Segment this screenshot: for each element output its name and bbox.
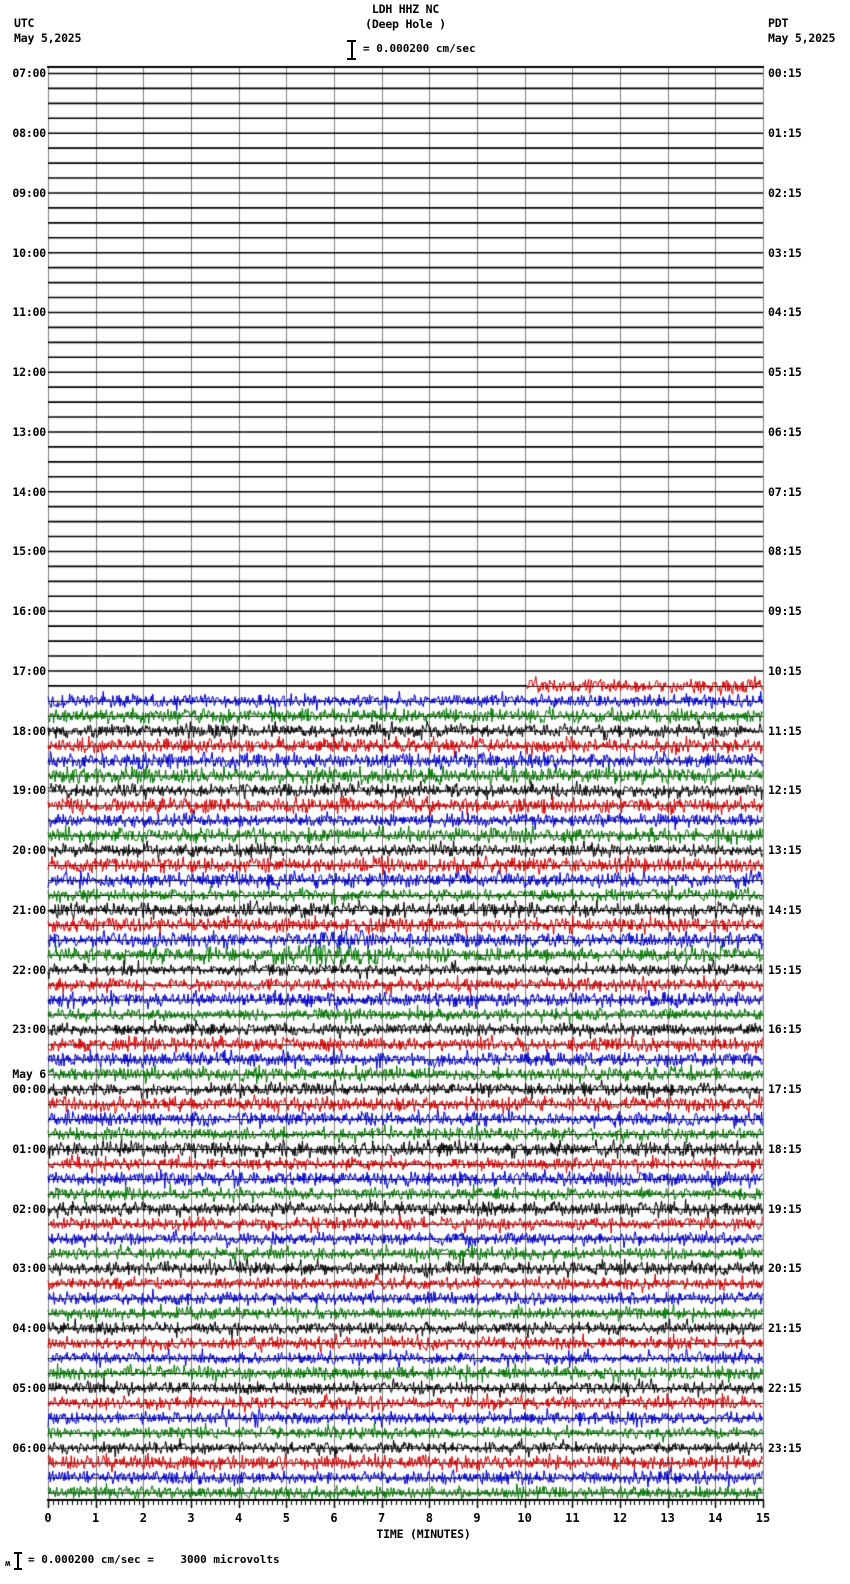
pdt-hour-label: 05:15 (768, 365, 802, 380)
utc-timezone-label: UTC (14, 16, 35, 30)
pdt-hour-label: 11:15 (768, 723, 802, 738)
pdt-hour-label: 01:15 (768, 126, 802, 141)
minute-tick-label: 4 (235, 1511, 243, 1525)
utc-hour-label: 15:00 (12, 544, 46, 559)
pdt-hour-label: 04:15 (768, 305, 802, 320)
utc-hour-label: 22:00 (12, 962, 46, 977)
utc-hour-label: 13:00 (12, 424, 46, 439)
utc-hour-label: 07:00 (12, 66, 46, 81)
minute-tick-label: 8 (425, 1511, 433, 1525)
utc-hour-label: 10:00 (12, 245, 46, 260)
minute-tick-label: 10 (517, 1511, 532, 1525)
pdt-date-label: May 5,2025 (768, 31, 836, 45)
utc-hour-label: 00:00 (12, 1082, 46, 1097)
pdt-hour-label: 13:15 (768, 843, 802, 858)
footer-scale-note: = 0.000200 cm/sec = 3000 microvolts (28, 1553, 280, 1566)
minute-tick-label: 15 (755, 1511, 771, 1525)
pdt-hour-label: 03:15 (768, 245, 802, 260)
minute-tick-label: 13 (660, 1511, 675, 1525)
footer-wave-mark: ʍ (5, 1559, 11, 1569)
date-rollover-label: May 6 (12, 1067, 46, 1082)
pdt-hour-label: 00:15 (768, 66, 802, 81)
pdt-hour-label: 17:15 (768, 1082, 802, 1097)
minute-tick-label: 5 (282, 1511, 290, 1525)
utc-hour-label: 01:00 (12, 1141, 46, 1156)
utc-hour-label: 14:00 (12, 484, 46, 499)
pdt-hour-label: 12:15 (768, 783, 802, 798)
utc-hour-label: 17:00 (12, 663, 46, 678)
minute-tick-label: 14 (708, 1511, 723, 1525)
pdt-hour-label: 08:15 (768, 544, 802, 559)
station-title: LDH HHZ NC (371, 2, 440, 16)
station-subtitle: (Deep Hole ) (365, 17, 446, 31)
utc-hour-label: 06:00 (12, 1440, 46, 1455)
scale-ibeam-icon (347, 40, 356, 60)
utc-hour-label: 03:00 (12, 1261, 46, 1276)
utc-hour-label: 16:00 (12, 604, 46, 619)
utc-hour-label: 19:00 (12, 783, 46, 798)
utc-hour-label: 20:00 (12, 843, 46, 858)
pdt-hour-label: 23:15 (768, 1440, 802, 1455)
pdt-hour-label: 15:15 (768, 962, 802, 977)
minute-tick-label: 7 (378, 1511, 386, 1525)
minute-tick-label: 12 (612, 1511, 628, 1525)
pdt-hour-label: 22:15 (768, 1380, 802, 1395)
utc-hour-label: 12:00 (12, 365, 46, 380)
pdt-timezone-label: PDT (768, 16, 789, 30)
utc-date-label: May 5,2025 (14, 31, 82, 45)
pdt-hour-label: 09:15 (768, 604, 802, 619)
minute-tick-label: 2 (139, 1511, 147, 1525)
pdt-hour-label: 16:15 (768, 1022, 802, 1037)
pdt-hour-label: 21:15 (768, 1321, 802, 1336)
utc-hour-label: 23:00 (12, 1022, 46, 1037)
x-axis-title: TIME (MINUTES) (376, 1527, 471, 1541)
pdt-hour-label: 14:15 (768, 902, 802, 917)
utc-hour-label: 08:00 (12, 126, 46, 141)
minute-tick-label: 0 (44, 1511, 52, 1525)
pdt-hour-label: 07:15 (768, 484, 802, 499)
minute-tick-label: 6 (330, 1511, 338, 1525)
pdt-hour-label: 02:15 (768, 185, 802, 200)
minute-tick-label: 1 (92, 1511, 100, 1525)
utc-hour-label: 02:00 (12, 1201, 46, 1216)
pdt-hour-label: 19:15 (768, 1201, 802, 1216)
utc-hour-label: 09:00 (12, 185, 46, 200)
utc-hour-label: 18:00 (12, 723, 46, 738)
scale-label: = 0.000200 cm/sec (363, 42, 476, 55)
pdt-hour-label: 06:15 (768, 424, 802, 439)
pdt-hour-label: 18:15 (768, 1141, 802, 1156)
pdt-hour-label: 10:15 (768, 663, 802, 678)
minute-tick-label: 9 (473, 1511, 481, 1525)
utc-hour-label: 04:00 (12, 1321, 46, 1336)
utc-hour-label: 11:00 (12, 305, 46, 320)
minute-tick-label: 11 (565, 1511, 580, 1525)
footer-ibeam-icon (14, 1552, 22, 1570)
pdt-hour-label: 20:15 (768, 1261, 802, 1276)
utc-hour-label: 05:00 (12, 1380, 46, 1395)
minute-tick-label: 3 (187, 1511, 195, 1525)
utc-hour-label: 21:00 (12, 902, 46, 917)
